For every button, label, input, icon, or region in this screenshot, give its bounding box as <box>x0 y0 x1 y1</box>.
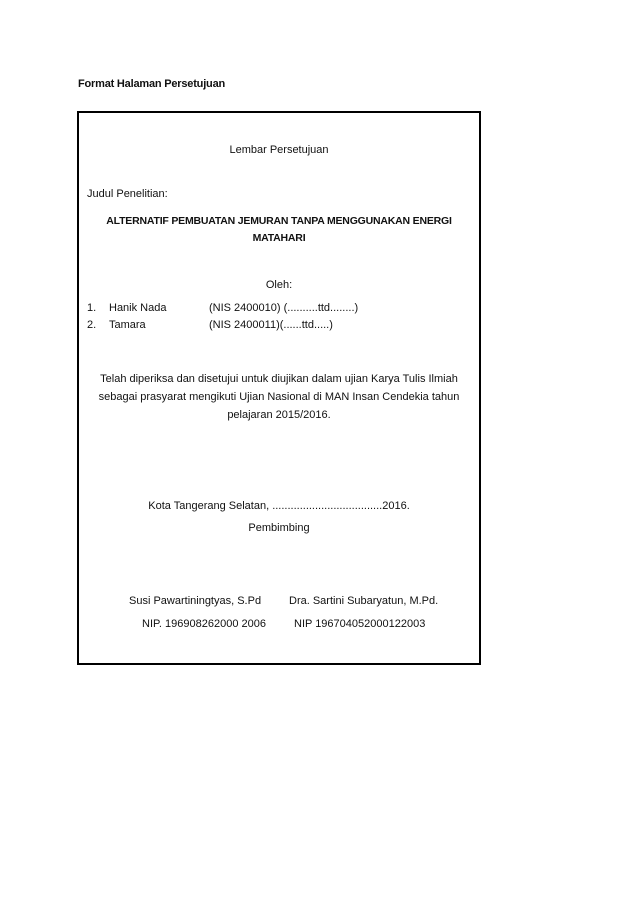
signatory-name: Dra. Sartini Subaryatun, M.Pd. <box>289 595 439 607</box>
research-title-label: Judul Penelitian: <box>87 188 168 200</box>
list-item <box>87 319 467 336</box>
author-name: Hanik Nada <box>109 302 167 314</box>
signatory-nip: NIP 196704052000122003 <box>294 618 426 630</box>
by-label: Oleh: <box>265 279 293 291</box>
author-number: 2. <box>87 319 97 331</box>
author-nis: (NIS 2400011)(......ttd.....) <box>209 319 333 331</box>
list-item <box>87 302 467 319</box>
author-list <box>87 302 467 336</box>
approval-sheet-box <box>77 111 481 665</box>
research-title: ALTERNATIF PEMBUATAN JEMURAN TANPA MENGGUNAKAN ENERGI MATAHARI <box>106 215 452 244</box>
signatory-nip: NIP. 196908262000 2006 <box>142 618 266 630</box>
author-number: 1. <box>87 302 97 314</box>
approval-statement: Telah diperiksa dan disetujui untuk diujikan dalam ujian Karya Tulis Ilmiah sebagai prasyarat mengikuti Ujian Nasional di MAN Insan Cendekia tahun pelajaran 2015/2016. <box>98 373 460 421</box>
signatory-name: Susi Pawartiningtyas, S.Pd <box>129 595 262 607</box>
supervisor-label: Pembimbing <box>248 522 310 534</box>
page-title: Format Halaman Persetujuan <box>78 78 226 90</box>
author-nis: (NIS 2400010) (..........ttd........) <box>209 302 359 314</box>
place-date-line: Kota Tangerang Selatan, ....................................2016. <box>148 500 410 512</box>
sheet-title: Lembar Persetujuan <box>229 144 329 156</box>
author-name: Tamara <box>109 319 146 331</box>
